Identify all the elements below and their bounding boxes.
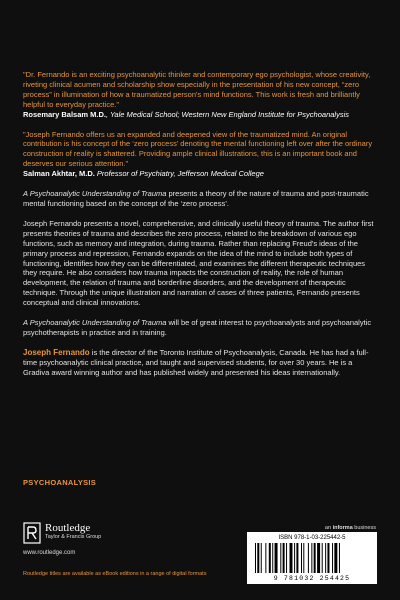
description-paragraph: Joseph Fernando presents a novel, comprehensive, and clinically useful theory of trauma. The author first presents theories of trauma and describes the zero process, related to the breakdown of various ego functions, such as memory and integration, during trauma. Rather than replacing Freud's ideas of the primary process and repression, Fernando expands on the idea of the mind to include both types of functioning, identifies how they can be differentiated, and examines the different therapeutic techniques they require. He also considers how trauma impacts the construction of reality, the role of human development, the relation of trauma and borderline disorders, and the development of therapeutic technique. Through the unique illustration and narration of cases of three patients, Fernando presents conceptual and clinical innovations. (23, 218, 374, 308)
barcode-bar (308, 543, 309, 573)
publisher-name: Routledge (45, 522, 91, 534)
publisher-block (23, 522, 101, 556)
ebook-note: Routledge titles are available as eBook editions in a range of digital formats (23, 571, 207, 577)
barcode-icon (255, 543, 369, 575)
publisher-name-block (45, 524, 101, 542)
routledge-logo-icon (23, 522, 41, 544)
publisher-website: www.routledge.com (23, 550, 76, 556)
book-title-ref: A Psychoanalytic Understanding of Trauma (23, 189, 167, 199)
barcode-bar (303, 543, 304, 573)
endorsement-quote-1: "Dr. Fernando is an exciting psychoanalytic thinker and contemporary ego psychologist, whose creativity, riveting clinical acumen and scholarship show especially in the presentation of his new concept, “zero process” in illumination of how a traumatized person's mind functions. This work is fresh and brilliantly helpful to everyday practice." (23, 70, 371, 109)
barcode-bar (275, 543, 278, 573)
barcode-bar (280, 543, 281, 573)
barcode-bar (269, 543, 271, 573)
endorser-name-2: Salman Akhtar, M.D. (23, 169, 95, 179)
author-bio-text: is the director of the Toronto Institute of Psychoanalysis, Canada. He has had a full-time psychoanalytic clinical practice, and taught and supervised students, for over 30 years. He is a Gradiva award winning author and has published widely and presented his ideas internationally. (23, 347, 369, 377)
author-bio (23, 348, 375, 378)
endorser-affiliation-2: Professor of Psychiatry, Jefferson Medical College (94, 169, 264, 179)
barcode-bar (294, 543, 295, 573)
barcode-bar (325, 543, 326, 573)
category-label: PSYCHOANALYSIS (23, 478, 97, 487)
author-name: Joseph Fernando (23, 347, 90, 357)
barcode-bar (317, 543, 320, 573)
endorsement-attribution-1 (23, 110, 375, 120)
endorsement-quote-2: "Joseph Fernando offers us an expanded and deepened view of the traumatized mind. An original contribution is his concept of the ‘zero process’ denoting the mental functioning left over after the ordinary construction of reality is shattered. Providing ample clinical illustrations, this is an important book and deserves our serious attention." (23, 129, 373, 169)
intro-paragraph (23, 189, 375, 209)
audience-text: will be of great interest to psychoanalysts and psychoanalytic psychotherapists in practice and in training. (23, 318, 372, 337)
barcode-bar (290, 543, 293, 573)
barcode-bar (339, 543, 340, 573)
informa-business-label (325, 525, 376, 531)
barcode-bar (286, 543, 287, 573)
barcode-bar (301, 543, 302, 573)
informa-word: informa (332, 525, 353, 531)
barcode-bar (327, 543, 329, 573)
barcode-bar (261, 543, 262, 573)
barcode-bar (332, 543, 333, 573)
endorser-name-1: Rosemary Balsam M.D. (23, 109, 106, 119)
barcode-bar (296, 543, 298, 573)
barcode-digits: 9 781032 254425 (273, 575, 351, 582)
endorser-affiliation-1: , Yale Medical School; Western New England Institute for Psychoanalysis (105, 109, 349, 119)
book-title-ref-2: A Psychoanalytic Understanding of Trauma (23, 318, 167, 328)
barcode-bar (272, 543, 273, 573)
barcode-bar (257, 543, 259, 573)
cover-text (23, 70, 375, 388)
barcode-box (247, 532, 377, 584)
publisher-group: Taylor & Francis Group (45, 534, 102, 540)
informa-prefix: an (324, 525, 333, 531)
barcode-bar (322, 543, 323, 573)
publisher-logo (23, 522, 101, 544)
audience-paragraph (23, 318, 375, 338)
barcode-bar (283, 543, 285, 573)
barcode-bar (265, 543, 266, 573)
barcode-bar (255, 543, 256, 573)
barcode-bar (311, 543, 312, 573)
informa-suffix: business (352, 525, 376, 531)
barcode-bar (314, 543, 316, 573)
intro-text: presents a theory of the nature of trauma and post-traumatic mental functioning based on the concept of the ‘zero process’. (23, 189, 369, 208)
endorsement-attribution-2 (23, 169, 375, 179)
isbn-text: ISBN 978-1-03-225442-5 (278, 535, 346, 541)
barcode-bar (334, 543, 337, 573)
